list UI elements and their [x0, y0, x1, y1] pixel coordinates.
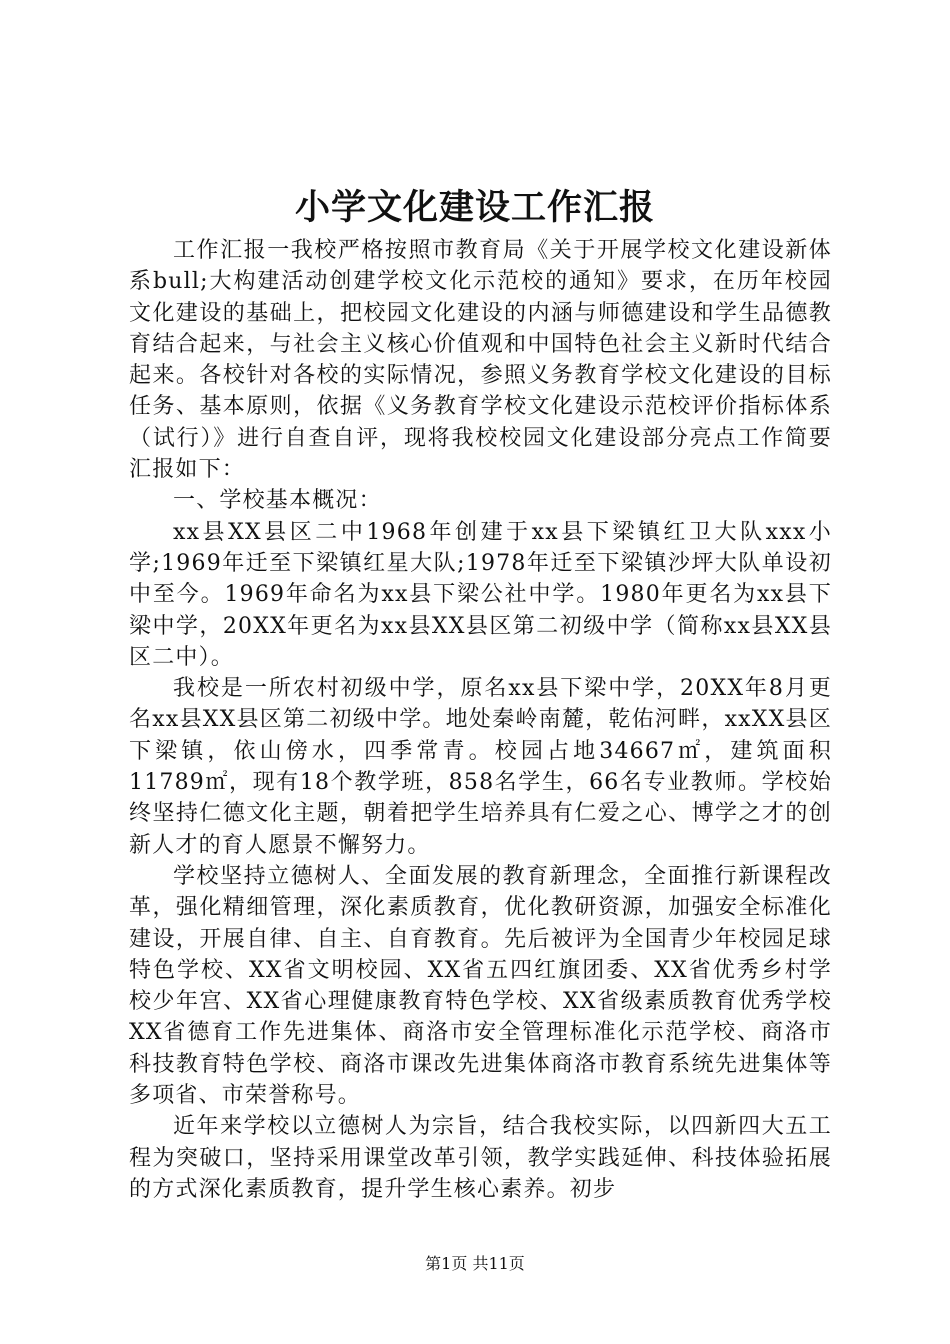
paragraph-overview: 我校是一所农村初级中学，原名xx县下梁中学，20XX年8月更名xx县XX县区第二初级中学。地处秦岭南麓，乾佑河畔，xxXX县区下梁镇，依山傍水，四季常青。校园占地34667㎡，建筑面积11789㎡，现有18个教学班，858名学生，66名专业教师。学校始终坚持仁德文化主题，朝着把学生培养具有仁爱之心、博学之才的创新人才的育人愿景不懈努力。: [129, 676, 832, 858]
paragraph-history: xx县XX县区二中1968年创建于xx县下梁镇红卫大队xxx小学;1969年迁至下梁镇红星大队;1978年迁至下梁镇沙坪大队单设初中至今。1969年命名为xx县下梁公社中学。1980年更名为xx县下梁中学，20XX年更名为xx县XX县区第二初级中学（简称xx县XX县区二中）。: [129, 519, 832, 670]
page-footer: 第1页 共11页: [425, 1254, 525, 1273]
section-heading: 一、学校基本概况：: [173, 488, 382, 514]
paragraph-intro: 工作汇报一我校严格按照市教育局《关于开展学校文化建设新体系bull;大构建活动创建学校文化示范校的通知》要求，在历年校园文化建设的基础上，把校园文化建设的内涵与师德建设和学生品德教育结合起来，与社会主义核心价值观和中国特色社会主义新时代结合起来。各校针对各校的实际情况，参照义务教育学校文化建设的目标任务、基本原则，依据《义务教育学校文化建设示范校评价指标体系（试行）》进行自查自评，现将我校校园文化建设部分亮点工作简要汇报如下：: [129, 238, 832, 483]
document-body: [129, 235, 832, 1205]
paragraph-recent: 近年来学校以立德树人为宗旨，结合我校实际，以四新四大五工程为突破口，坚持采用课堂改革引领，教学实践延伸、科技体验拓展的方式深化素质教育，提升学生核心素养。初步: [129, 1114, 832, 1202]
document-title: 小学文化建设工作汇报: [294, 187, 655, 228]
paragraph-honors: 学校坚持立德树人、全面发展的教育新理念，全面推行新课程改革，强化精细管理，深化素质教育，优化教研资源，加强安全标准化建设，开展自律、自主、自育教育。先后被评为全国青少年校园足球特色学校、XX省文明校园、XX省五四红旗团委、XX省优秀乡村学校少年宫、XX省心理健康教育特色学校、XX省级素质教育优秀学校XX省德育工作先进集体、商洛市安全管理标准化示范学校、商洛市科技教育特色学校、商洛市课改先进集体商洛市教育系统先进集体等多项省、市荣誉称号。: [129, 863, 832, 1109]
